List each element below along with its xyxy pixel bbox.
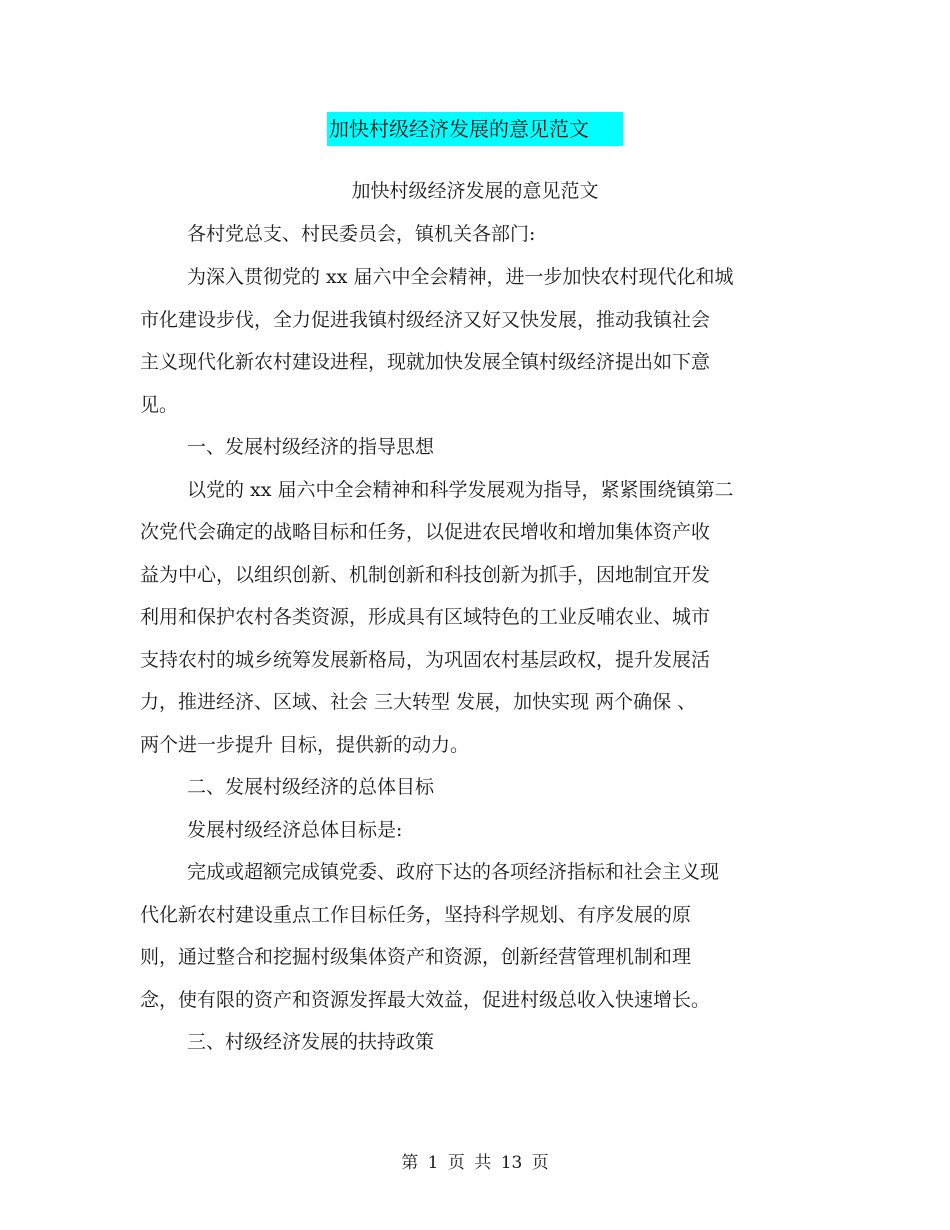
paragraph-line: 市化建设步伐，全力促进我镇村级经济又好又快发展，推动我镇社会 [140, 309, 711, 331]
paragraph-line: 以党的 xx 届六中全会精神和科学发展观为指导，紧紧围绕镇第二 [187, 479, 734, 501]
section-heading-1: 一、发展村级经济的指导思想 [187, 436, 435, 458]
paragraph-line: 则，通过整合和挖掘村级集体资产和资源，创新经营管理机制和理 [140, 946, 692, 968]
paragraph-line: 代化新农村建设重点工作目标任务，坚持科学规划、有序发展的原 [140, 904, 692, 926]
document-subtitle: 加快村级经济发展的意见范文 [351, 180, 599, 202]
paragraph-line: 为深入贯彻党的 xx 届六中全会精神，进一步加快农村现代化和城 [187, 266, 734, 288]
title-container [0, 112, 950, 146]
page-number-footer: 第 1 页 共 13 页 [401, 1153, 549, 1173]
paragraph-line: 力，推进经济、区域、社会 三大转型 发展，加快实现 两个确保 、 [140, 691, 697, 713]
paragraph-line: 完成或超额完成镇党委、政府下达的各项经济指标和社会主义现 [187, 861, 720, 883]
section-heading-3: 三、村级经济发展的扶持政策 [187, 1031, 435, 1053]
paragraph-line: 益为中心，以组织创新、机制创新和科技创新为抓手，因地制宜开发 [140, 564, 711, 586]
paragraph-line: 利用和保护农村各类资源，形成具有区域特色的工业反哺农业、城市 [140, 606, 711, 628]
paragraph-line: 见。 [140, 394, 179, 416]
paragraph-line: 支持农村的城乡统筹发展新格局，为巩固农村基层政权，提升发展活 [140, 649, 711, 671]
paragraph-line: 次党代会确定的战略目标和任务，以促进农民增收和增加集体资产收 [140, 521, 711, 543]
section-heading-2: 二、发展村级经济的总体目标 [187, 776, 435, 798]
salutation-line: 各村党总支、村民委员会，镇机关各部门: [187, 223, 536, 245]
document-title: 加快村级经济发展的意见范文 [327, 112, 623, 146]
paragraph-line: 念，使有限的资产和资源发挥最大效益，促进村级总收入快速增长。 [140, 989, 711, 1011]
paragraph-line: 发展村级经济总体目标是: [187, 819, 403, 841]
paragraph-line: 两个进一步提升 目标，提供新的动力。 [140, 734, 470, 756]
paragraph-line: 主义现代化新农村建设进程，现就加快发展全镇村级经济提出如下意 [140, 351, 711, 373]
